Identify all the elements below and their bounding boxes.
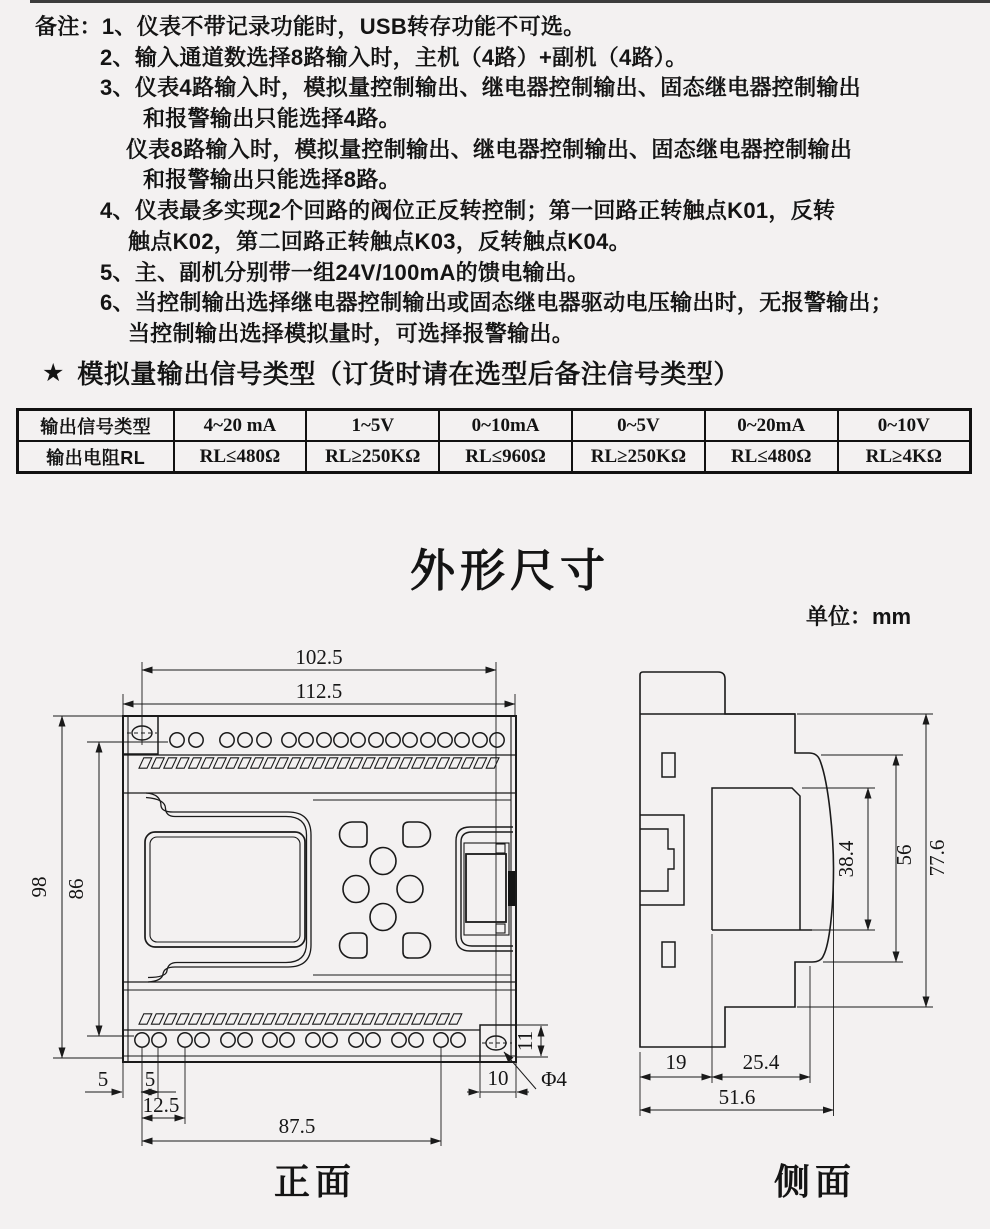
key-down — [370, 904, 396, 931]
table-cell: 1~5V — [306, 410, 439, 442]
dim-ear-width: 10 — [487, 1066, 509, 1090]
note-line: 和报警输出只能选择4路。 — [143, 106, 401, 131]
dim-total-height: 98 — [27, 876, 51, 898]
dim-terminal-span: 87.5 — [278, 1114, 316, 1138]
key-top-left — [340, 822, 368, 847]
dim-window-height: 86 — [64, 878, 88, 900]
front-view-drawing — [123, 716, 516, 1062]
table-cell: 输出电阻RL — [18, 441, 174, 473]
note-line: 仪表8路输入时，模拟量控制输出、继电器控制输出、固态继电器控制输出 — [126, 137, 853, 162]
front-display — [145, 832, 305, 947]
dim-total-depth: 51.6 — [718, 1085, 756, 1109]
side-slot-lower — [662, 942, 675, 967]
front-bezel-outer — [146, 793, 311, 982]
front-keypad — [340, 822, 431, 958]
key-left — [343, 876, 369, 903]
note-line: 备注：1、仪表不带记录功能时，USB转存功能不可选。 — [35, 14, 586, 39]
vent-zigzag-top — [139, 758, 499, 768]
star-icon: ★ — [42, 358, 65, 387]
dim-hole-span-width: 102.5 — [295, 645, 343, 669]
table-cell: 0~10mA — [439, 410, 572, 442]
note-line: 2、输入通道数选择8路输入时，主机（4路）+副机（4路）。 — [100, 45, 688, 70]
table-cell: 0~5V — [572, 410, 705, 442]
table-cell: 0~20mA — [705, 410, 838, 442]
table-cell: RL≥250KΩ — [572, 441, 705, 473]
dim-edge-offset: 5 — [97, 1067, 109, 1091]
key-bottom-left — [340, 933, 368, 958]
dim-hole-diameter: Φ4 — [541, 1067, 567, 1091]
din-rail-slot — [640, 829, 674, 891]
key-up — [370, 848, 396, 875]
front-view-dimensions — [27, 645, 567, 1146]
dim-total-width: 112.5 — [295, 679, 343, 703]
table-cell: RL≤960Ω — [439, 441, 572, 473]
side-view-drawing — [640, 672, 834, 1047]
key-right — [397, 876, 423, 903]
front-top-terminals — [170, 733, 504, 747]
side-view-dimensions — [640, 714, 949, 1116]
table-cell: 输出信号类型 — [18, 410, 174, 442]
vent-zigzag-bottom — [139, 1014, 462, 1024]
key-top-right — [403, 822, 430, 847]
table-cell: 4~20 mA — [174, 410, 307, 442]
dim-side-total-height: 77.6 — [925, 839, 949, 877]
front-view-label: 正面 — [274, 1161, 357, 1202]
dim-mid-depth: 25.4 — [742, 1050, 780, 1074]
front-bottom-terminals — [135, 1033, 465, 1047]
front-usb-port — [456, 827, 515, 951]
dim-group-pitch: 12.5 — [142, 1093, 180, 1117]
table-cell: RL≥250KΩ — [306, 441, 439, 473]
dim-back-depth: 19 — [665, 1050, 687, 1074]
unit-label: 单位：mm — [806, 604, 912, 629]
table-cell: RL≤480Ω — [174, 441, 307, 473]
note-line: 5、主、副机分别带一组24V/100mA的馈电输出。 — [100, 260, 590, 285]
table-cell: RL≤480Ω — [705, 441, 838, 473]
table-cell: 0~10V — [838, 410, 971, 442]
side-front-plate — [712, 788, 800, 930]
note-line: 触点K02，第二回路正转触点K03，反转触点K04。 — [128, 229, 631, 254]
dim-plate-height: 38.4 — [834, 840, 858, 878]
note-line: 当控制输出选择模拟量时，可选择报警输出。 — [128, 321, 575, 346]
note-line: 和报警输出只能选择8路。 — [143, 167, 401, 192]
side-slot-upper — [662, 753, 675, 777]
note-line: 6、当控制输出选择继电器控制输出或固态继电器驱动电压输出时，无报警输出； — [100, 290, 894, 315]
side-outline — [640, 672, 834, 1047]
outline-title: 外形尺寸 — [409, 545, 610, 596]
side-view-label: 侧面 — [774, 1161, 857, 1202]
dim-front-height: 56 — [892, 844, 916, 866]
dim-pin-pitch: 5 — [144, 1067, 156, 1091]
key-bottom-right — [403, 933, 430, 958]
dim-ear-height: 11 — [513, 1030, 537, 1052]
analog-title: 模拟量输出信号类型（订货时请在选型后备注信号类型） — [77, 359, 740, 389]
note-line: 3、仪表4路输入时，模拟量控制输出、继电器控制输出、固态继电器控制输出 — [100, 75, 861, 100]
table-cell: RL≥4KΩ — [838, 441, 971, 473]
front-bezel-inner — [146, 798, 307, 978]
note-line: 4、仪表最多实现2个回路的阀位正反转控制；第一回路正转触点K01，反转 — [100, 198, 836, 223]
